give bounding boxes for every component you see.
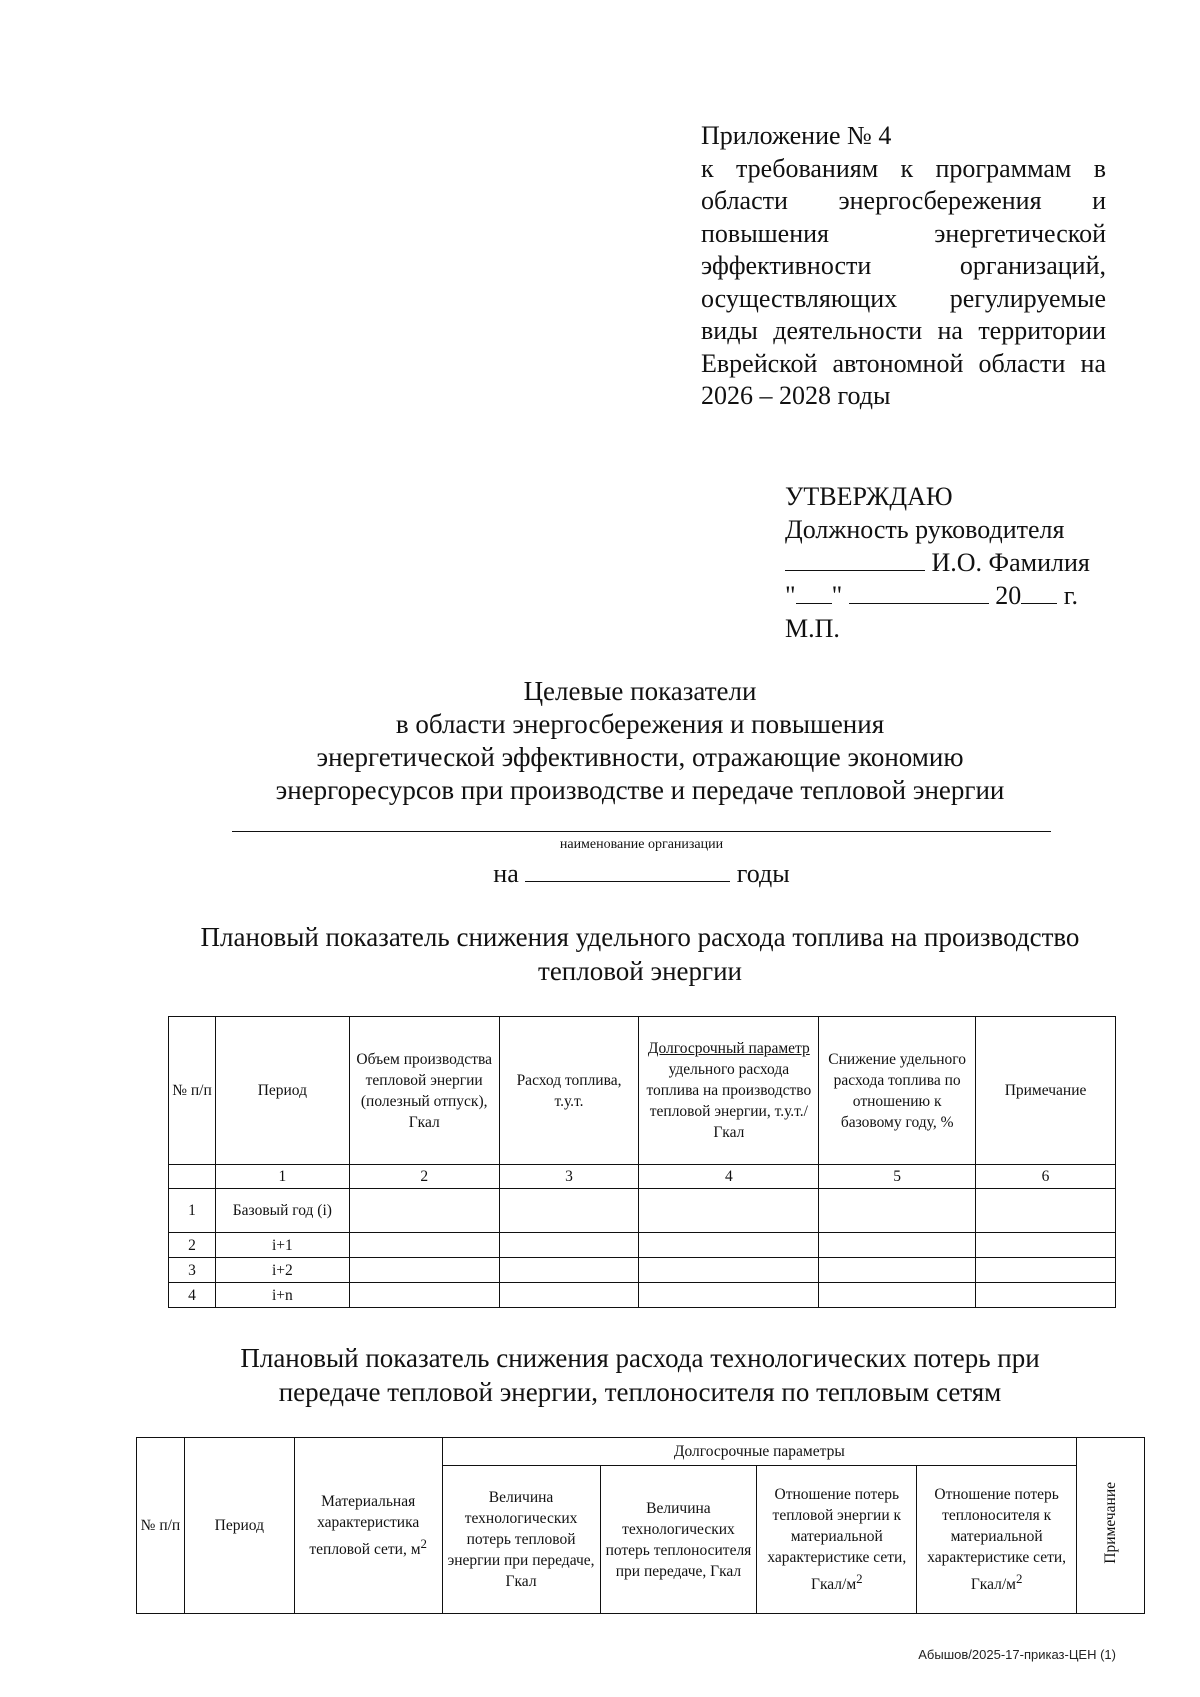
cell	[499, 1233, 639, 1258]
day-blank	[796, 581, 832, 604]
title-line: энергоресурсов при производстве и передаче тепловой энергии	[275, 775, 1005, 805]
cell	[639, 1233, 819, 1258]
years-line	[232, 858, 1051, 890]
cell	[976, 1258, 1116, 1283]
cell	[819, 1283, 976, 1308]
table2-heading	[160, 1341, 1120, 1409]
note-vertical-text: Примечание	[1102, 1481, 1120, 1564]
row-no: 3	[169, 1258, 216, 1283]
ratio-carrier-superscript: 2	[1015, 1570, 1023, 1586]
title-line: энергетической эффективности, отражающие экономию	[316, 742, 964, 772]
appendix-block	[701, 120, 1106, 413]
row-no: 1	[169, 1189, 216, 1233]
cell	[349, 1189, 499, 1233]
organization-name-caption: наименование организации	[559, 837, 724, 852]
col-header-no: № п/п	[137, 1438, 185, 1614]
cell	[976, 1283, 1116, 1308]
year-suffix: г.	[1063, 581, 1078, 610]
col-header-param	[639, 1017, 819, 1165]
table-header-row	[169, 1017, 1116, 1165]
cell	[976, 1233, 1116, 1258]
param-rest: удельного расхода топлива на производство тепловой энергии, т.у.т./Гкал	[646, 1061, 812, 1141]
row-period: i+2	[215, 1258, 349, 1283]
col-header-period: Период	[184, 1438, 294, 1614]
table-header-row	[137, 1438, 1145, 1466]
col-header-carrier-loss: Величина технологических потерь теплоносителя при передаче, Гкал	[600, 1466, 757, 1614]
cell	[819, 1258, 976, 1283]
table1-heading	[160, 920, 1120, 988]
year-blank	[1021, 581, 1057, 604]
cell	[349, 1233, 499, 1258]
col-group-header: Долгосрочные параметры	[442, 1438, 1076, 1466]
title-line: Целевые показатели	[523, 676, 757, 706]
cell	[349, 1258, 499, 1283]
col-number: 4	[639, 1165, 819, 1189]
quote-close: "	[831, 581, 843, 610]
heat-loss-table	[136, 1437, 1145, 1614]
col-header-no: № п/п	[169, 1017, 216, 1165]
row-period: i+n	[215, 1283, 349, 1308]
position-label: Должность руководителя	[785, 515, 1065, 544]
cell	[499, 1189, 639, 1233]
cell	[499, 1283, 639, 1308]
cell	[639, 1283, 819, 1308]
years-prefix: на	[493, 859, 519, 888]
col-header-heat-loss: Величина технологических потерь тепловой энергии при передаче, Гкал	[442, 1466, 600, 1614]
approve-label: УТВЕРЖДАЮ	[785, 482, 953, 511]
col-number: 5	[819, 1165, 976, 1189]
row-no: 4	[169, 1283, 216, 1308]
col-header-volume: Объем производства тепловой энергии (полезный отпуск), Гкал	[349, 1017, 499, 1165]
ratio-heat-text: Отношение потерь тепловой энергии к материальной характеристике сети, Гкал/м	[767, 1485, 907, 1594]
col-number: 3	[499, 1165, 639, 1189]
col-header-note: Примечание	[976, 1017, 1116, 1165]
material-superscript: 2	[420, 1535, 427, 1551]
quote-open: "	[785, 581, 796, 610]
year-prefix: 20	[995, 581, 1022, 610]
col-header-period: Период	[215, 1017, 349, 1165]
appendix-title: Приложение № 4	[701, 121, 892, 150]
col-number: 1	[215, 1165, 349, 1189]
row-period: i+1	[215, 1233, 349, 1258]
column-number-row	[169, 1165, 1116, 1189]
heading-line: тепловой энергии	[538, 956, 742, 986]
fuel-consumption-table	[168, 1016, 1116, 1308]
col-number: 6	[976, 1165, 1116, 1189]
table-row	[169, 1233, 1116, 1258]
cell	[819, 1189, 976, 1233]
years-suffix: годы	[736, 859, 790, 888]
document-footer: Абышов/2025-17-приказ-ЦЕН (1)	[918, 1647, 1116, 1662]
col-number: 2	[349, 1165, 499, 1189]
date-line	[785, 579, 1115, 612]
cell	[349, 1283, 499, 1308]
heading-line: передаче тепловой энергии, теплоносителя по тепловым сетям	[278, 1377, 1002, 1407]
cell	[639, 1189, 819, 1233]
table-row	[169, 1283, 1116, 1308]
heading-line: Плановый показатель снижения удельного расхода топлива на производство	[200, 922, 1080, 952]
material-text: Материальная характеристика тепловой сети, м	[309, 1492, 421, 1559]
col-header-reduction: Снижение удельного расхода топлива по отношению к базовому году, %	[819, 1017, 976, 1165]
col-header-fuel: Расход топлива, т.у.т.	[499, 1017, 639, 1165]
month-blank	[849, 581, 989, 604]
cell	[639, 1258, 819, 1283]
stamp-label: М.П.	[785, 614, 840, 643]
cell	[976, 1189, 1116, 1233]
col-header-ratio-heat	[757, 1466, 917, 1614]
cell	[499, 1258, 639, 1283]
cell	[819, 1233, 976, 1258]
document-title	[200, 675, 1080, 807]
heading-line: Плановый показатель снижения расхода технологических потерь при	[240, 1343, 1040, 1373]
appendix-description: к требованиям к программам в области энергосбережения и повышения энергетической эффективности организаций, осуществляющих регулируемые виды деятельности на территории Еврейской автономной области на 2026 – 2028 годы	[701, 153, 1106, 410]
col-number	[169, 1165, 216, 1189]
signature-blank	[785, 548, 925, 571]
title-line: в области энергосбережения и повышения	[395, 709, 885, 739]
table-row	[169, 1189, 1116, 1233]
organization-name-line	[232, 831, 1051, 832]
param-underlined: Долгосрочный параметр	[647, 1040, 810, 1057]
col-header-material	[294, 1438, 442, 1614]
col-header-ratio-carrier	[917, 1466, 1077, 1614]
signature-line	[785, 546, 1115, 579]
table-row	[169, 1258, 1116, 1283]
col-header-note	[1077, 1438, 1145, 1614]
ratio-heat-superscript: 2	[856, 1570, 863, 1586]
row-no: 2	[169, 1233, 216, 1258]
approval-block	[785, 480, 1115, 645]
signatory-name: И.О. Фамилия	[931, 548, 1090, 577]
years-blank	[525, 859, 730, 882]
row-period: Базовый год (i)	[215, 1189, 349, 1233]
ratio-carrier-text: Отношение потерь теплоносителя к материальной характеристике сети, Гкал/м	[927, 1485, 1067, 1594]
